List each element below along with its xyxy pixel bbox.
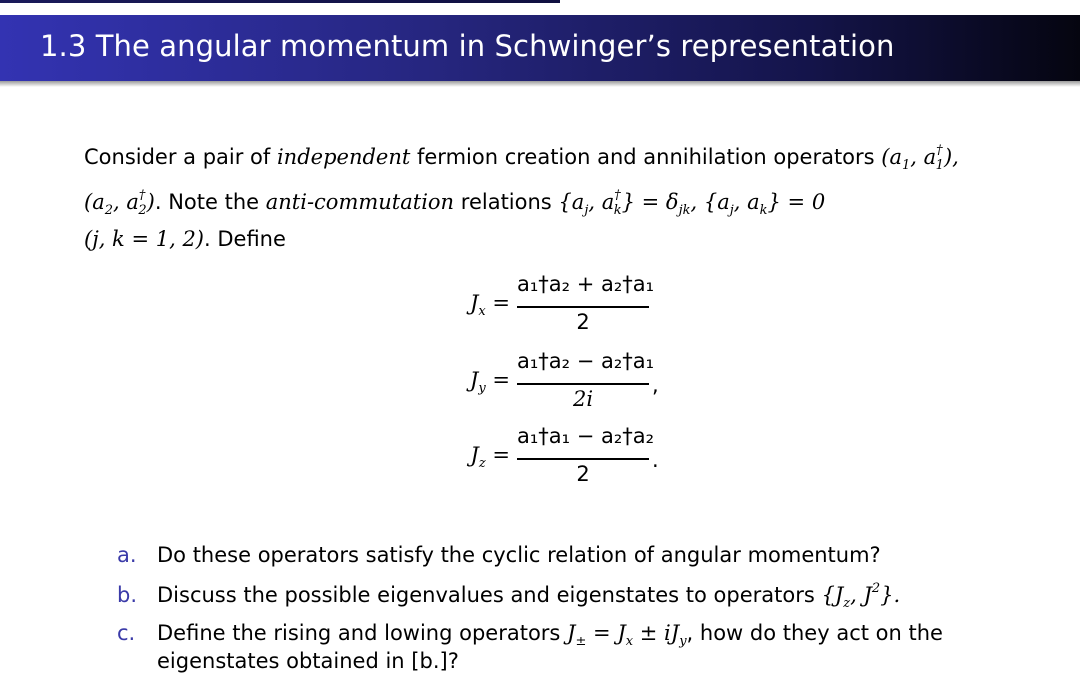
fraction-bar [517, 458, 649, 460]
equation-denominator: 2 [576, 462, 590, 486]
operator-pair-2: ($a_2$, $a^\dagger_2$) [84, 188, 155, 219]
equation-lhs: $J_y$ = [469, 368, 510, 397]
equation-punctuation: . [652, 448, 659, 472]
anticommutation-relation: {$a_j$, $a^\dagger_k\} = \delta_{jk}$, {$a_j$, $a_k\} = 0$ [558, 188, 826, 219]
question-list [117, 543, 1057, 685]
equation-jx [0, 272, 1080, 342]
question-text: Define the rising and lowing operators $J_\pm = J_x \pm iJ_y$, how do they act on the eigenstates obtained in [b.]? [157, 621, 943, 674]
equation-lhs: $J_x$ = [469, 291, 510, 320]
equation-numerator: a₁†a₂ − a₂†a₁ [517, 349, 655, 373]
list-label: b. [117, 583, 138, 607]
list-item [117, 621, 1057, 685]
equation-numerator: a₁†a₁ − a₂†a₂ [517, 424, 655, 448]
equation-jy [0, 349, 1080, 419]
equation-numerator: a₁†a₂ + a₂†a₁ [517, 272, 655, 296]
list-item [117, 543, 1057, 583]
top-rule [0, 0, 560, 3]
question-text: Discuss the possible eigenvalues and eigenstates to operators {$J_z$, $J^2$}. [157, 581, 901, 612]
equation-lhs: $J_z$ = [470, 443, 510, 472]
slide-header [0, 15, 1080, 81]
ladder-operator-definition: $J_\pm = J_x \pm iJ_y$ [567, 621, 687, 650]
intro-line-3: (j, k = 1, 2). Define [84, 227, 286, 252]
operator-pair-1: ($a_1$, $a^\dagger_1$), [881, 143, 959, 174]
equation-denominator: 2 [576, 310, 590, 334]
equation-jz [0, 424, 1080, 494]
intro-paragraph [84, 136, 1044, 256]
index-range: (j, k = 1, 2) [84, 227, 204, 252]
question-text: Do these operators satisfy the cyclic relation of angular momentum? [157, 543, 881, 567]
equation-punctuation: , [652, 373, 659, 397]
list-item [117, 583, 1057, 621]
emphasis-independent: independent [276, 145, 411, 169]
fraction-bar [517, 306, 649, 308]
emphasis-anti-commutation: anti-commutation [265, 190, 455, 215]
slide-title: 1.3 The angular momentum in Schwinger’s representation [40, 29, 895, 63]
list-label: a. [117, 543, 137, 567]
list-label: c. [117, 621, 136, 645]
intro-line-1: Consider a pair of independent fermion creation and annihilation operators ($a_1$, $a^\dagger_1$), [84, 143, 959, 174]
equation-denominator: 2i [572, 387, 594, 411]
operator-set: {$J_z$, $J^2$}. [821, 581, 901, 612]
intro-line-2: ($a_2$, $a^\dagger_2$). Note the anti-commutation relations {$a_j$, $a^\dagger_k\} = \delta_{jk}$, {$a_j$, $a_k\} = 0$ [84, 188, 826, 219]
header-shadow [0, 81, 1080, 87]
fraction-bar [517, 383, 649, 385]
